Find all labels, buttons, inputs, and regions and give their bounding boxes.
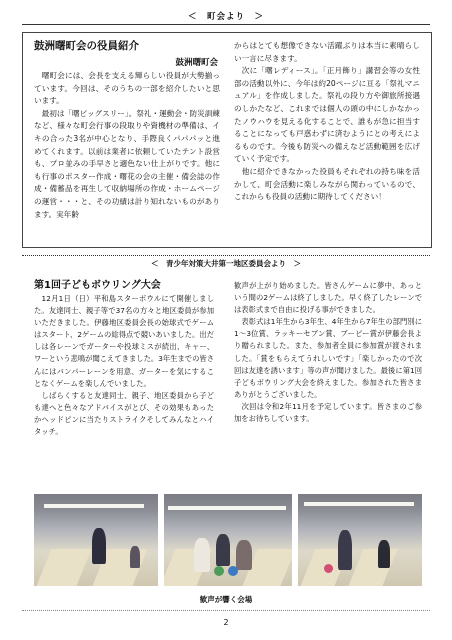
article-byline: 鼓洲曙町会 [175,58,218,68]
article2-body-right: 歓声が上がり始めました。皆さんゲームに夢中、あっという間の2ゲームは終了しました。早く終了したレーンでは表彰式まで自由に投げる事ができました。 表彰式は1年生から3年生、4年生から7年生の部門別に1～3位賞、ラッキーセブン賞、ブービー賞が伊藤会長より贈られました。また、参加者全員に参加賞が渡されました。「賞をもらえてうれしいです」「楽しかったので次回は友達を誘います」等の声が聞けました。最後に第1回子どもボウリング大会を終えました。参加された皆さまありがとうございました。 次回は令和2年11月を予定しています。皆さまのご参加をお待ちしています。 [234,281,422,424]
bowling-photo-2 [164,494,292,586]
section-header-town: ＜ 町会より ＞ [187,12,264,22]
section-header-youth: ＜ 青少年対策大井第一地区委員会より ＞ [151,259,301,268]
footer-rule [22,610,430,611]
page-number: 2 [223,618,229,627]
article-title-bowling: 第1回子どもボウリング大会 [34,280,161,291]
article-body-left: 曙町会には、会長を支える輝らしい役員が大勢揃っています。今回は、そのうちの一部を紹介したいと思います。 最初は「曙ビッグスリー」。祭礼・運動会・防災訓練など、様々な町会行事の段取りや資機材の準備は、イキの合った3名が中心となり、手際良くパパパッと進めてくれます。以前は業者に依頼していたテント設営も、プロ並みの手早さと適色ない仕上がりです。他にも行事のポスター作成・曙花の会の主催・備会誌の作成・備蓄品を再生して収納場所の作成・ホームページの運営・・・と、その功績は計り知れないものがあります。実年齢 [34,71,220,219]
section2-rule [22,255,430,256]
bowling-photo-3 [298,494,422,586]
article2-body-left: 12月1日（日）平和島スターボウルにて開催しました。友達同士、親子等で37名の方々と地区委員が参加いただきました。伊藤地区委員会長の始球式でゲームはスタート、2ゲームの総得点で競いあいました。出だしは各レーンでガーターや投球ミスが続出、キャー、ワーという悲鳴が聞こえてきました。3年生までの皆さんにはバンパーレーンを用意、ガーターを気にすることなくゲームを楽しんでいました。 しばらくすると友達同士、親子、地区委員から子ども達へと色々なアドバイスがとび、その効果もあったかヘッドピンに当たりストライクそしてみんなとハイタッチ。 [34,294,214,437]
bowling-photo-1 [34,494,158,586]
article-title-officers: 鼓洲曙町会の役員紹介 [34,40,139,52]
article-body-right: からはとても想像できない活躍ぶりは本当に素晴らしい一言に尽きます。 次に「曙レディース」。「正月飾り」講習会等の女性部の活動以外に、今年は約20ページに亘る「祭礼マニュアル」を作成しました。祭礼の段り方や御旅所接遇のしかたなど、これまでは個人の頭の中にしかなかったノウハウを見える化することで、誰もが急に担当することになっても戸惑わずに済むようにとの考えによるものです。今後も防災への備えなど活動範囲を広げていく予定です。 他に紹介できなかった役員もそれぞれの持ち味を活かして、町会活動に楽しみながら関わっているので、これからも役員の活動に期待してください！ [234,41,420,202]
header-rule [22,24,430,25]
photo-caption: 歓声が響く会場 [199,595,253,604]
